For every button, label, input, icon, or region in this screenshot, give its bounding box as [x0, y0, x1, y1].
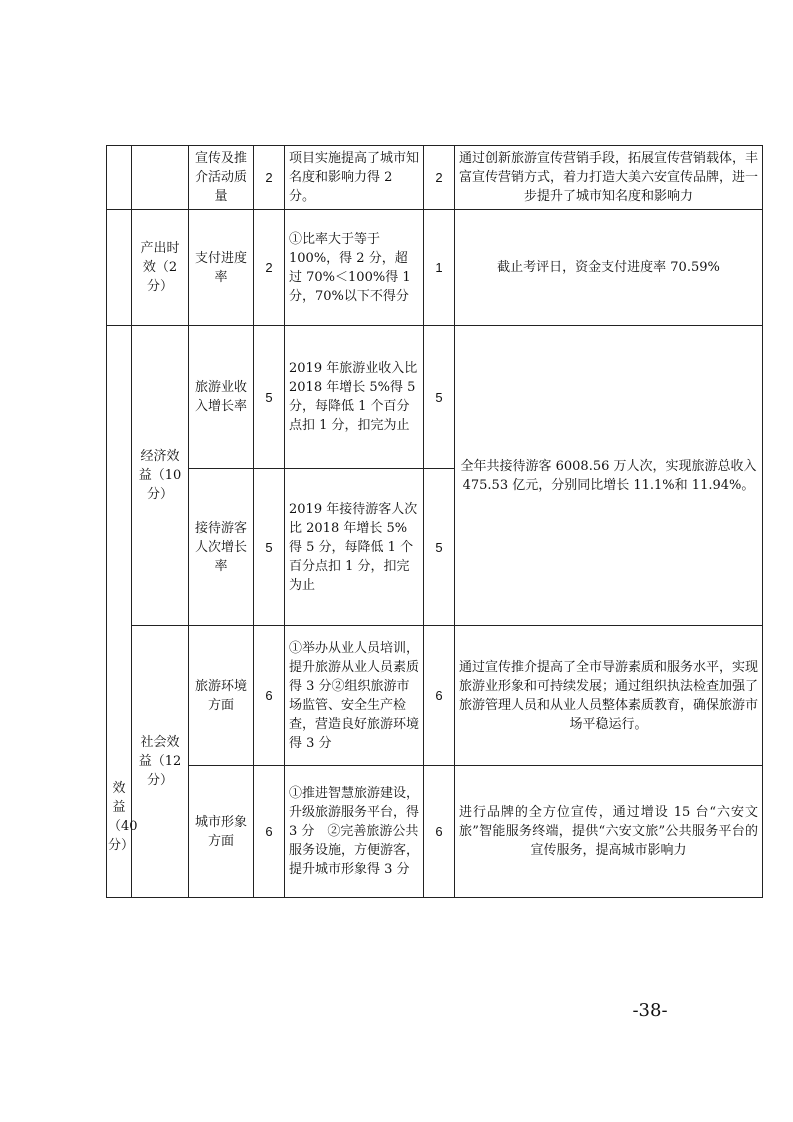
page-number: -38-	[632, 1000, 668, 1021]
criteria-cell: ①推进智慧旅游建设，升级旅游服务平台，得 3 分 ②完善旅游公共服务设施，方便游客，提升城市形象得 3 分	[285, 766, 424, 898]
weight-cell: 2	[254, 210, 285, 326]
table-row	[107, 766, 763, 898]
score-cell: 6	[424, 626, 455, 766]
criteria-cell: ①举办从业人员培训，提升旅游从业人员素质得 3 分②组织旅游市场监管、安全生产检查，营造良好旅游环境得 3 分	[285, 626, 424, 766]
level2-cell	[132, 146, 189, 210]
level1-cell-continued	[107, 146, 132, 210]
weight-cell: 2	[254, 146, 285, 210]
indicator-cell: 接待游客人次增长率	[189, 469, 254, 626]
indicator-cell: 旅游环境方面	[189, 626, 254, 766]
table-row	[107, 326, 763, 469]
economic-evaluation-cell: 全年共接待游客 6008.56 万人次，实现旅游总收入 475.53 亿元，分别同比增长 11.1%和 11.94%。	[455, 326, 763, 626]
indicator-cell: 支付进度率	[189, 210, 254, 326]
criteria-cell: 2019 年接待游客人次比 2018 年增长 5%得 5 分，每降低 1 个百分点扣 1 分，扣完为止	[285, 469, 424, 626]
score-cell: 2	[424, 146, 455, 210]
weight-cell: 6	[254, 766, 285, 898]
score-cell: 5	[424, 469, 455, 626]
table-row	[107, 146, 763, 210]
score-cell: 5	[424, 326, 455, 469]
weight-cell: 5	[254, 469, 285, 626]
level2-economic-cell: 经济效益（10 分）	[132, 326, 189, 626]
weight-cell: 6	[254, 626, 285, 766]
criteria-cell: 项目实施提高了城市知名度和影响力得 2 分。	[285, 146, 424, 210]
evaluation-cell: 进行品牌的全方位宣传，通过增设 15 台“六安文旅”智能服务终端，提供“六安文旅”公共服务平台的宣传服务，提高城市影响力	[455, 766, 763, 898]
level1-benefit-cell: 效益（40分）	[107, 326, 132, 898]
indicator-cell: 城市形象方面	[189, 766, 254, 898]
evaluation-cell: 截止考评日，资金支付进度率 70.59%	[455, 210, 763, 326]
level2-social-cell: 社会效益（12 分）	[132, 626, 189, 898]
indicator-cell: 旅游业收入增长率	[189, 326, 254, 469]
weight-cell: 5	[254, 326, 285, 469]
criteria-cell: 2019 年旅游业收入比 2018 年增长 5%得 5 分，每降低 1 个百分点扣 1 分，扣完为止	[285, 326, 424, 469]
level1-cell-continued	[107, 210, 132, 326]
indicator-cell: 宣传及推介活动质量	[189, 146, 254, 210]
table-row	[107, 210, 763, 326]
table-row	[107, 626, 763, 766]
level2-cell: 产出时效（2 分）	[132, 210, 189, 326]
evaluation-cell: 通过创新旅游宣传营销手段，拓展宣传营销载体，丰富宣传营销方式，着力打造大美六安宣传品牌，进一步提升了城市知名度和影响力	[455, 146, 763, 210]
score-cell: 1	[424, 210, 455, 326]
performance-evaluation-table	[106, 145, 763, 898]
evaluation-cell: 通过宣传推介提高了全市导游素质和服务水平，实现旅游业形象和可持续发展；通过组织执法检查加强了旅游管理人员和从业人员整体素质教育，确保旅游市场平稳运行。	[455, 626, 763, 766]
score-cell: 6	[424, 766, 455, 898]
criteria-cell: ①比率大于等于 100%，得 2 分，超过 70%＜100%得 1 分，70%以下不得分	[285, 210, 424, 326]
